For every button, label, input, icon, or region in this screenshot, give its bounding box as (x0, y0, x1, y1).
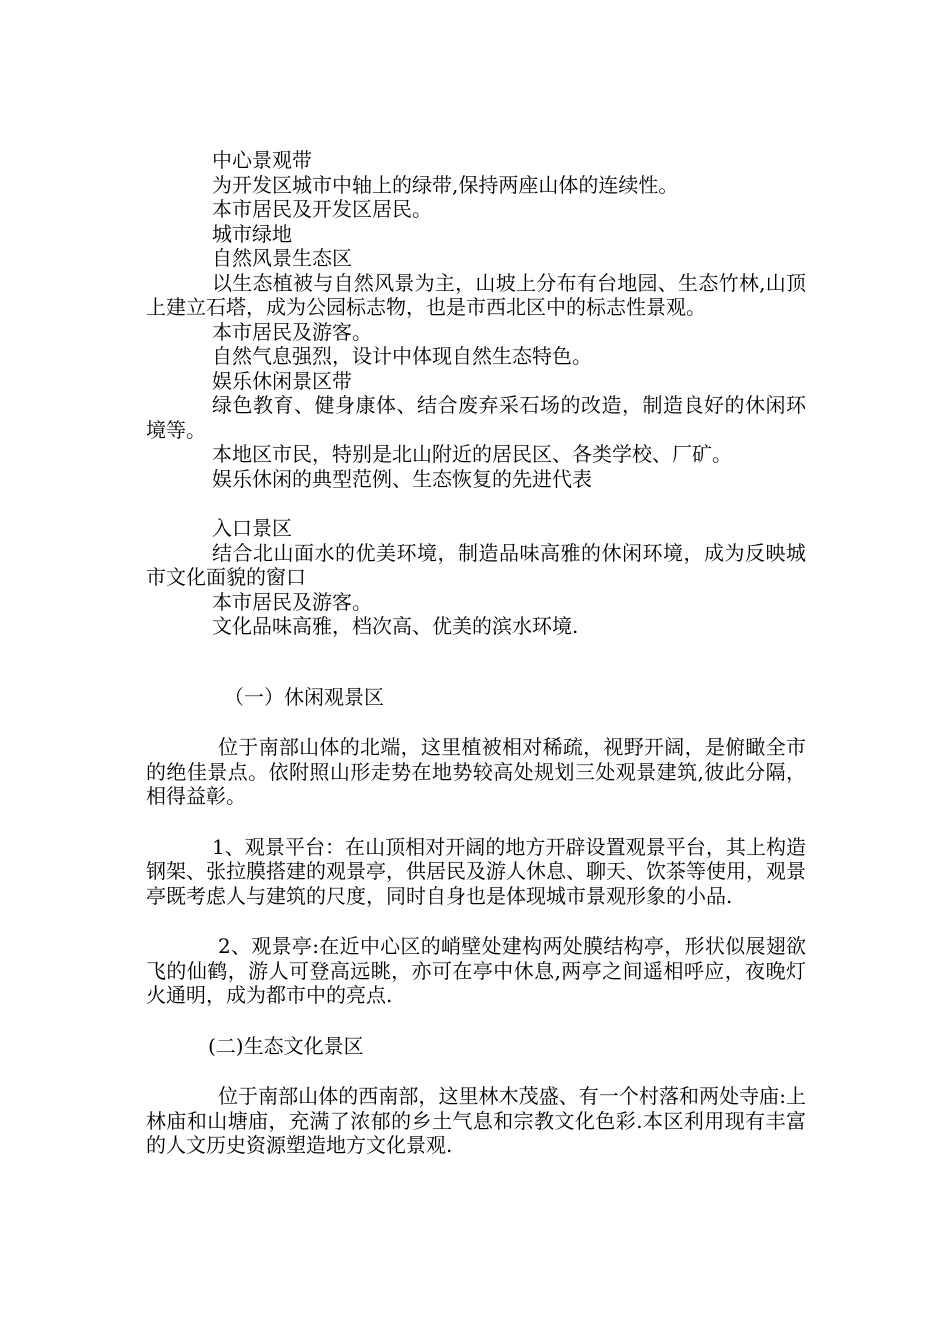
zone-title-entrance: 入口景区 (212, 516, 292, 540)
paragraph-natural-feature: 自然气息强烈，设计中体现自然生态特色。 (212, 344, 592, 368)
paragraph-central-users: 本市居民及开发区居民。 (212, 197, 432, 221)
paragraph-entrance-description: 结合北山面水的优美环境，制造品味高雅的休闲环境，成为反映城市文化面貌的窗口 (146, 540, 806, 589)
paragraph-viewing-pavilion: 2、观景亭:在近中心区的峭壁处建构两处膜结构亭，形状似展翅欲飞的仙鹤，游人可登高远眺，亦可在亭中休息,两亭之间遥相呼应，夜晚灯火通明，成为都市中的亮点. (146, 934, 806, 1007)
paragraph-viewing-area: 位于南部山体的北端，这里植被相对稀疏，视野开阔，是俯瞰全市的绝佳景点。依附照山形走势在地势较高处规划三处观景建筑,彼此分隔，相得益彰。 (146, 735, 806, 808)
zone-title-leisure-belt: 娱乐休闲景区带 (212, 368, 352, 393)
paragraph-natural-users: 本市居民及游客。 (212, 319, 372, 344)
document-body (146, 148, 806, 1158)
paragraph-leisure-description: 绿色教育、健身康体、结合废弃采石场的改造，制造良好的休闲环境等。 (146, 393, 806, 442)
paragraph-urban-green: 城市绿地 (212, 221, 292, 246)
paragraph-eco-culture: 位于南部山体的西南部，这里林木茂盛、有一个村落和两处寺庙:上林庙和山塘庙，充满了浓郁的乡土气息和宗教文化色彩.本区利用现有丰富的人文历史资源塑造地方文化景观. (146, 1084, 806, 1157)
paragraph-central-description: 为开发区城市中轴上的绿带,保持两座山体的连续性。 (212, 172, 679, 197)
paragraph-entrance-feature: 文化品味高雅，档次高、优美的滨水环境. (212, 614, 579, 638)
zone-title-natural-scenic: 自然风景生态区 (212, 246, 352, 270)
paragraph-entrance-users: 本市居民及游客。 (212, 589, 372, 614)
section-heading-eco-culture: (二)生态文化景区 (208, 1033, 364, 1058)
zone-title-central-landscape-belt: 中心景观带 (212, 148, 312, 172)
paragraph-viewing-platform: 1、观景平台：在山顶相对开阔的地方开辟设置观景平台，其上构造钢架、张拉膜搭建的观景亭，供居民及游人休息、聊天、饮茶等使用，观景亭既考虑人与建筑的尺度，同时自身也是体现城市景观形象的小品. (146, 834, 806, 908)
paragraph-natural-description: 以生态植被与自然风景为主，山坡上分布有台地园、生态竹林,山顶上建立石塔，成为公园标志物，也是市西北区中的标志性景观。 (146, 270, 806, 319)
section-heading-leisure-viewing: （一）休闲观景区 (224, 684, 384, 709)
paragraph-leisure-feature: 娱乐休闲的典型范例、生态恢复的先进代表 (212, 466, 592, 491)
paragraph-leisure-users: 本地区市民，特别是北山附近的居民区、各类学校、厂矿。 (212, 442, 732, 466)
